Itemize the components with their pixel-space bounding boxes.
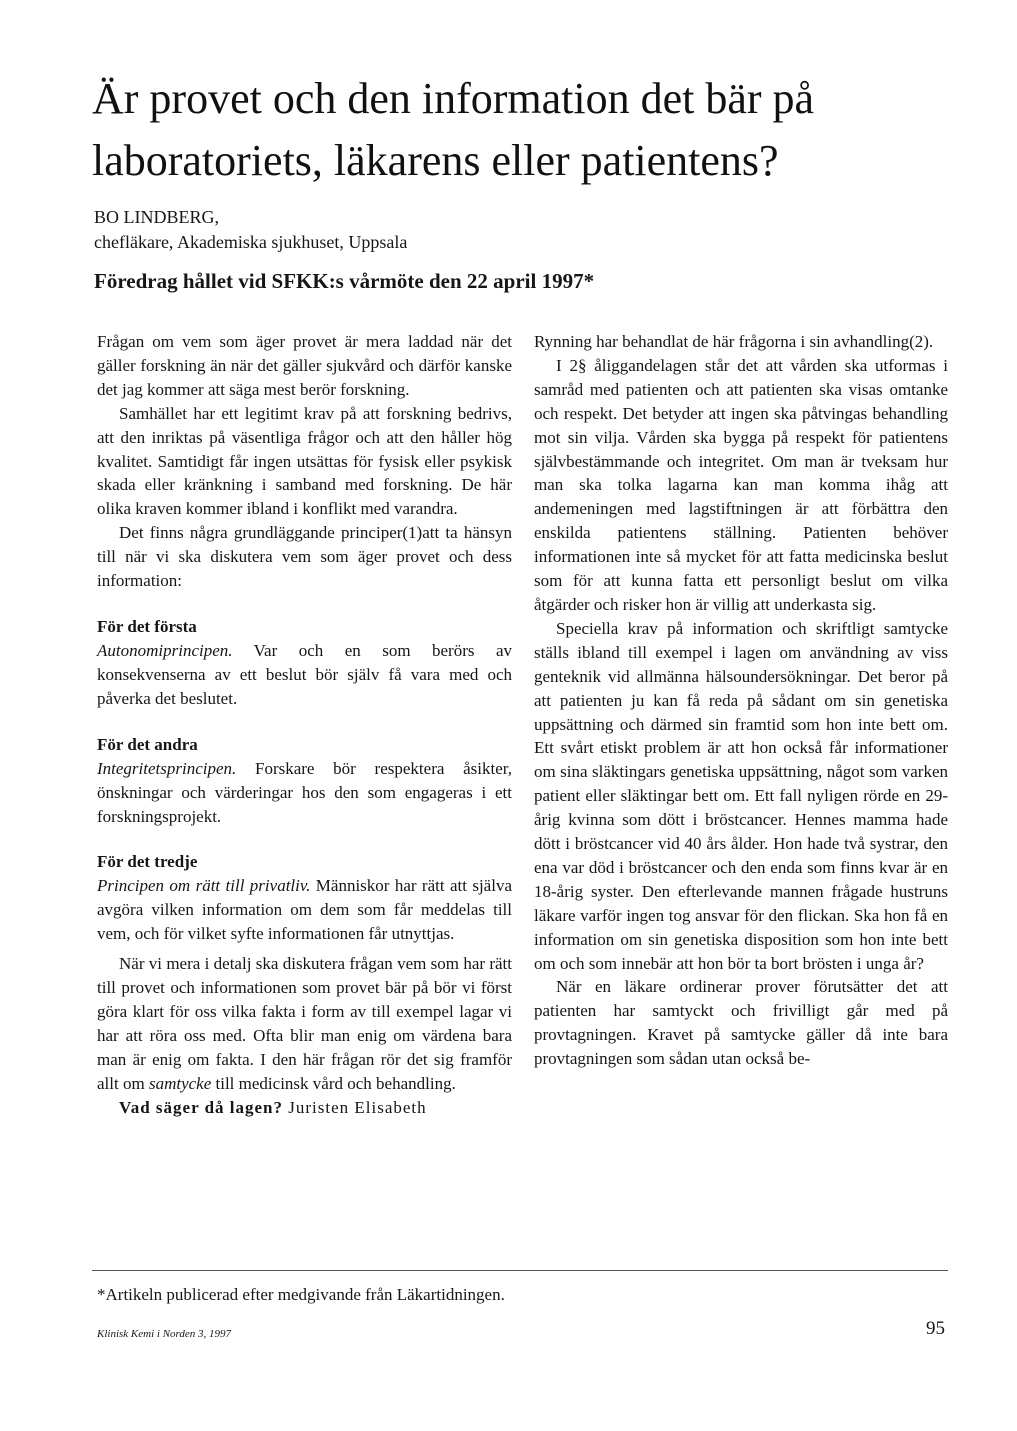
principle-term: Integritetsprincipen.: [97, 758, 237, 778]
section-heading: För det tredje: [97, 852, 198, 872]
author-name: BO LINDBERG,: [94, 207, 219, 227]
paragraph: [97, 874, 512, 946]
principle-text: Forskare bör respektera åsikter, önskningar och värderingar hos den som engageras i ett forskningsprojekt.: [97, 758, 512, 826]
author-affiliation: chefläkare, Akademiska sjukhuset, Uppsala: [94, 232, 408, 252]
left-column: [97, 330, 512, 1119]
principle-text: Var och en som berörs av konsekvenserna av ett beslut bör själv få vara med och påverka det beslutet.: [97, 640, 512, 708]
section-heading: För det andra: [97, 734, 198, 754]
principle-text: Människor har rätt att själva avgöra vilken information om dem som får meddelas till vem, och för vilket syfte informationen får utnyttjas.: [97, 876, 512, 944]
emphasis: samtycke: [148, 1073, 212, 1093]
footnote-divider: [92, 1270, 948, 1271]
principle-term: Principen om rätt till privatliv.: [97, 876, 311, 896]
article-title: Är provet och den information det bär på laboratoriets, läkarens eller patientens?: [92, 74, 815, 185]
paragraph-text: När vi mera i detalj ska diskutera frågan vem som har rätt till provet och informationen som provet bär på bör vi först göra klart för oss vilka fakta i form av till exempel lagar vi har att röra oss med. Ofta blir man enig om värdena bara man är enig om fakta. I den här frågan rör det sig framför allt om: [97, 954, 512, 1093]
paragraph: [97, 639, 512, 711]
spacer: [97, 711, 512, 733]
paragraph: Speciella krav på information och skriftligt samtycke ställs ibland till exempel i lagen om användning av viss genteknik vid allmänna hälsoundersökningar. Det beror på att patienten ju kan få reda på sådant om sin genetiska uppsättning och därmed sin framtid som hon inte bett om. Ett svårt etiskt problem är att hon också får informationer om sina släktingars genetiska uppsättning, något som varken patient eller släktingar bett om. Ett fall nyligen rörde en 29-årig kvinna som dött i bröstcancer. Hennes mamma hade dött i bröstcancer vid 40 års ålder. Hon hade två systrar, den ena var död i bröstcancer och den enda som finns kvar är en 18-årig syster. Den efterlevande mannen frågade hustruns läkare varför ingen tog ansvar för den flickan. Ska hon få en information om sin genetiska disposition som hon inte bett om och som innebär att hon bör ta bort brösten i unga år?: [534, 618, 948, 973]
spacer: [97, 828, 512, 850]
principle-term: Autonomiprincipen.: [97, 640, 233, 660]
lecture-note: Föredrag hållet vid SFKK:s vårmöte den 22 april 1997*: [94, 269, 595, 293]
paragraph: När en läkare ordinerar prover förutsätter det att patienten har samtyckt och frivilligt går med på provtagningen. Kravet på samtycke gäller då inte bara provtagningen som sådan utan också be-: [534, 977, 948, 1069]
run-in-heading: Vad säger då lagen?: [119, 1097, 283, 1117]
paragraph-text: till medicinsk vård och behandling.: [211, 1073, 456, 1093]
paragraph-text: Juristen Elisabeth: [283, 1097, 427, 1117]
spacer: [97, 593, 512, 615]
paragraph: Samhället har ett legitimt krav på att forskning bedrivs, att den inriktas på väsentliga frågor och att den håller hög kvalitet. Samtidigt får ingen utsättas för fysisk eller psykisk skada eller kränkning i samband med forskning. De här olika kraven kommer ibland i konflikt med varandra.: [97, 403, 512, 519]
section-heading: För det första: [97, 616, 197, 636]
paragraph: I 2§ åliggandelagen står det att vården ska utformas i samråd med patienten och att patienten ska visas omtanke och respekt. Det betyder att ingen ska påtvingas behandling mot sin vilja. Vården ska bygga på respekt för patientens självbestämmande och integritet. Om man är tveksam hur man ska tolka lagarna kan man komma ihåg att andemeningen med lagstiftningen är att förbättra den enskilda patientens ställning. Patienten behöver informationen inte så mycket för att fatta medicinska beslut som för att kunna fatta ett personligt beslut om vilka åtgärder och risker hon är villig att underkasta sig.: [534, 355, 948, 614]
right-column: [534, 330, 948, 1071]
paragraph: Frågan om vem som äger provet är mera laddad när det gäller forskning än när det gäller sjukvård och därför kanske det jag kommer att säga mest berör forskning.: [97, 332, 512, 399]
paragraph: [97, 952, 512, 1095]
page-number: 95: [926, 1318, 945, 1339]
journal-reference: Klinisk Kemi i Norden 3, 1997: [97, 1328, 232, 1340]
footnote: *Artikeln publicerad efter medgivande från Läkartidningen.: [97, 1285, 505, 1304]
paragraph: [97, 757, 512, 829]
paragraph: Det finns några grundläggande principer(1)att ta hänsyn till när vi ska diskutera vem som äger provet och dess information:: [97, 523, 512, 591]
paragraph: [97, 1096, 512, 1120]
paragraph: Rynning har behandlat de här frågorna i sin avhandling(2).: [534, 332, 934, 351]
